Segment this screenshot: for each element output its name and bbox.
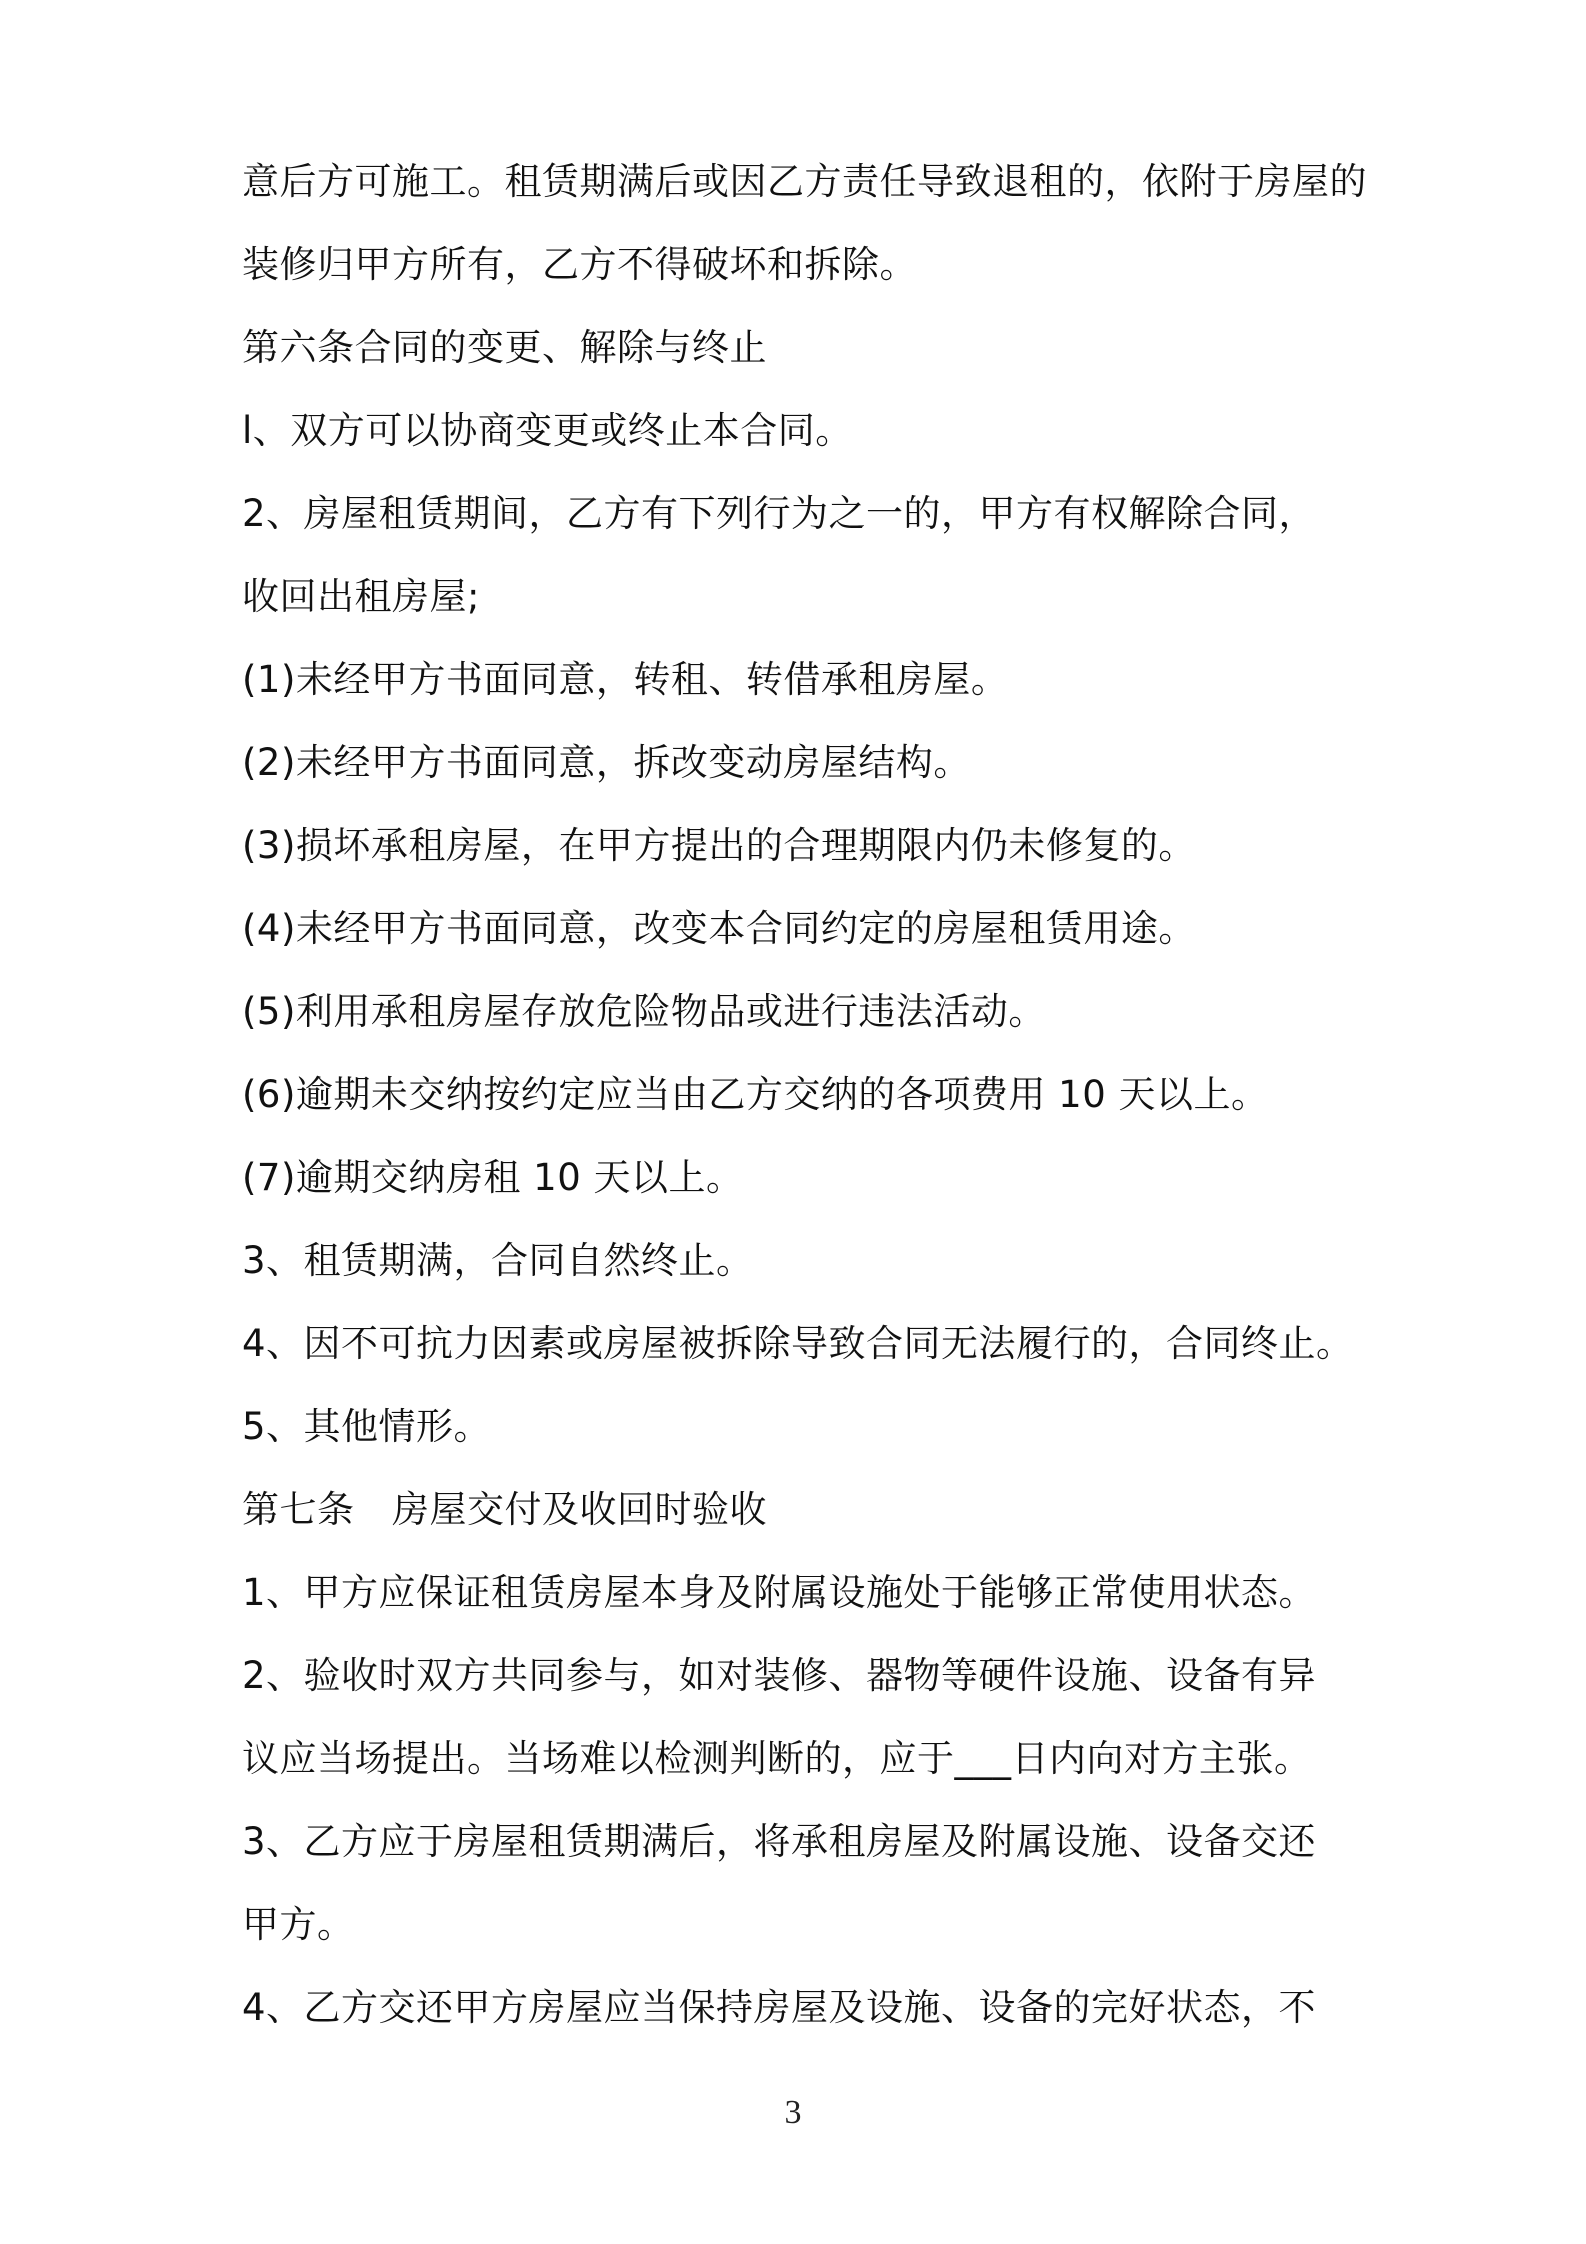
text-line: 议应当场提出。当场难以检测判断的，应于___日内向对方主张。 bbox=[242, 1737, 1312, 1780]
list-item: (3)损坏承租房屋，在甲方提出的合理期限内仍未修复的。 bbox=[242, 824, 1196, 867]
text-line: 4、因不可抗力因素或房屋被拆除导致合同无法履行的，合同终止。 bbox=[242, 1322, 1354, 1365]
list-item: (1)未经甲方书面同意，转租、转借承租房屋。 bbox=[242, 658, 1009, 701]
section-heading: 第六条合同的变更、解除与终止 bbox=[242, 326, 767, 369]
text-line: 2、房屋租赁期间，乙方有下列行为之一的，甲方有权解除合同， bbox=[242, 492, 1317, 535]
list-item: (5)利用承租房屋存放危险物品或进行违法活动。 bbox=[242, 990, 1046, 1033]
document-body bbox=[242, 140, 1367, 2049]
text-line: 5、其他情形。 bbox=[242, 1405, 492, 1448]
list-item: (7)逾期交纳房租 10 天以上。 bbox=[242, 1156, 744, 1199]
text-line: 3、乙方应于房屋租赁期满后，将承租房屋及附属设施、设备交还 bbox=[242, 1820, 1317, 1863]
text-line: 2、验收时双方共同参与，如对装修、器物等硬件设施、设备有异 bbox=[242, 1654, 1317, 1697]
text-line: 甲方。 bbox=[242, 1903, 355, 1946]
text-line: 4、乙方交还甲方房屋应当保持房屋及设施、设备的完好状态，不 bbox=[242, 1986, 1317, 2029]
text-line: 装修归甲方所有，乙方不得破坏和拆除。 bbox=[242, 243, 917, 286]
section-heading: 第七条 房屋交付及收回时验收 bbox=[242, 1488, 767, 1531]
text-line: l、双方可以协商变更或终止本合同。 bbox=[242, 409, 853, 452]
text-line: 1、甲方应保证租赁房屋本身及附属设施处于能够正常使用状态。 bbox=[242, 1571, 1317, 1614]
list-item: (4)未经甲方书面同意，改变本合同约定的房屋租赁用途。 bbox=[242, 907, 1196, 950]
text-line: 意后方可施工。租赁期满后或因乙方责任导致退租的，依附于房屋的 bbox=[242, 160, 1367, 203]
text-line: 3、租赁期满，合同自然终止。 bbox=[242, 1239, 754, 1282]
list-item: (2)未经甲方书面同意，拆改变动房屋结构。 bbox=[242, 741, 971, 784]
text-line: 收回出租房屋; bbox=[242, 575, 480, 618]
list-item: (6)逾期未交纳按约定应当由乙方交纳的各项费用 10 天以上。 bbox=[242, 1073, 1269, 1116]
page-number: 3 bbox=[784, 2094, 802, 2131]
